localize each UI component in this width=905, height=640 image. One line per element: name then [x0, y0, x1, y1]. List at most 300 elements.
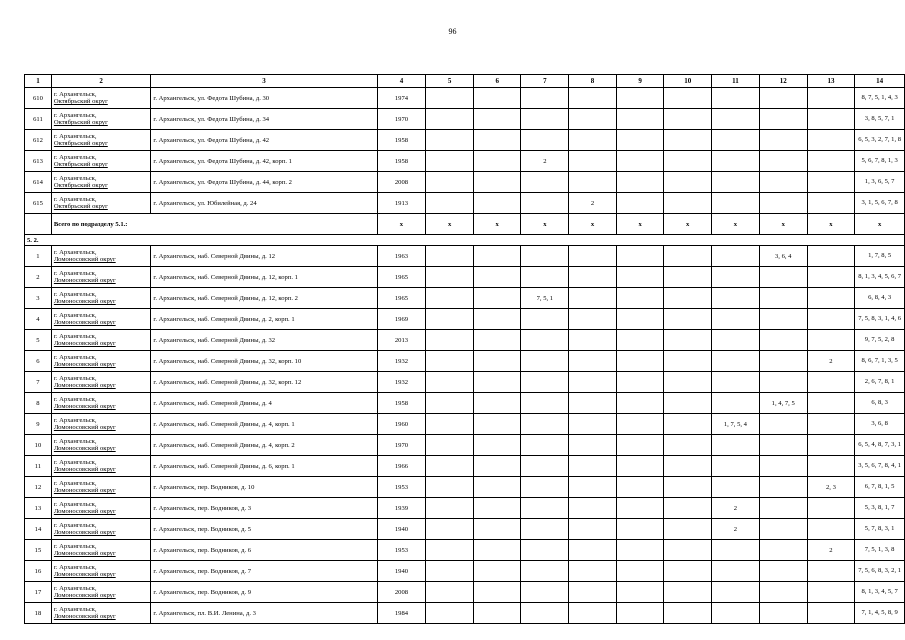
- empty-cell: [473, 456, 521, 477]
- empty-cell: [426, 246, 474, 267]
- district-cell: [51, 88, 150, 109]
- codes-cell: 3, 6, 8: [855, 414, 905, 435]
- district-cell: [51, 540, 150, 561]
- district-city: г. Архангельск,: [53, 438, 97, 445]
- empty-cell: [473, 393, 521, 414]
- value-cell: [807, 309, 855, 330]
- value-cell: [759, 88, 807, 109]
- table-row: [25, 130, 905, 151]
- row-number: 16: [25, 561, 52, 582]
- district-name: Ломоносовский округ: [53, 319, 116, 326]
- codes-cell: 8, 1, 3, 4, 5, 7: [855, 582, 905, 603]
- column-header: 9: [616, 75, 664, 88]
- column-header: 8: [569, 75, 617, 88]
- codes-cell: 3, 5, 6, 7, 8, 4, 1: [855, 456, 905, 477]
- district-name: Ломоносовский округ: [53, 529, 116, 536]
- address-cell: г. Архангельск, наб. Северной Двины, д. 12, корп. 1: [151, 267, 377, 288]
- district-city: г. Архангельск,: [53, 480, 97, 487]
- value-cell: [521, 330, 569, 351]
- value-cell: [759, 498, 807, 519]
- empty-cell: [616, 309, 664, 330]
- empty-cell: [473, 109, 521, 130]
- district-cell: [51, 603, 150, 624]
- value-cell: [759, 351, 807, 372]
- table-row: [25, 246, 905, 267]
- district-cell: [51, 498, 150, 519]
- district-city: г. Архангельск,: [53, 249, 97, 256]
- district-city: г. Архангельск,: [53, 333, 97, 340]
- empty-cell: [473, 540, 521, 561]
- empty-cell: [426, 435, 474, 456]
- value-cell: [759, 456, 807, 477]
- housing-table: [24, 74, 905, 624]
- year-cell: 1940: [377, 561, 426, 582]
- empty-cell: [616, 435, 664, 456]
- value-cell: 7, 5, 1: [521, 288, 569, 309]
- row-number: 2: [25, 267, 52, 288]
- total-x: х: [521, 214, 569, 235]
- empty-cell: [426, 561, 474, 582]
- district-cell: [51, 435, 150, 456]
- row-number: 612: [25, 130, 52, 151]
- value-cell: [759, 435, 807, 456]
- value-cell: [521, 435, 569, 456]
- district-name: Ломоносовский округ: [53, 445, 116, 452]
- district-cell: [51, 309, 150, 330]
- empty-cell: [426, 109, 474, 130]
- value-cell: [759, 540, 807, 561]
- value-cell: [759, 372, 807, 393]
- district-city: г. Архангельск,: [53, 112, 97, 119]
- empty-cell: [426, 88, 474, 109]
- column-header: 7: [521, 75, 569, 88]
- total-x: х: [616, 214, 664, 235]
- district-cell: [51, 519, 150, 540]
- codes-cell: 6, 7, 8, 1, 5: [855, 477, 905, 498]
- row-number: 614: [25, 172, 52, 193]
- value-cell: [521, 351, 569, 372]
- codes-cell: 5, 6, 7, 8, 1, 3: [855, 151, 905, 172]
- address-cell: г. Архангельск, ул. Федота Шубина, д. 44, корп. 2: [151, 172, 377, 193]
- district-name: Ломоносовский округ: [53, 382, 116, 389]
- row-number: 13: [25, 498, 52, 519]
- value-cell: [807, 561, 855, 582]
- empty-cell: [473, 582, 521, 603]
- empty-cell: [616, 372, 664, 393]
- empty-cell: [473, 172, 521, 193]
- value-cell: [807, 456, 855, 477]
- total-x: х: [377, 214, 426, 235]
- empty-cell: [616, 414, 664, 435]
- table-row: [25, 456, 905, 477]
- value-cell: [807, 172, 855, 193]
- empty-cell: [426, 498, 474, 519]
- address-cell: г. Архангельск, наб. Северной Двины, д. 2, корп. 1: [151, 309, 377, 330]
- address-cell: г. Архангельск, ул. Федота Шубина, д. 42: [151, 130, 377, 151]
- value-cell: [521, 88, 569, 109]
- district-name: Ломоносовский округ: [53, 256, 116, 263]
- value-cell: [569, 267, 617, 288]
- address-cell: г. Архангельск, наб. Северной Двины, д. 4, корп. 2: [151, 435, 377, 456]
- value-cell: [569, 456, 617, 477]
- district-city: г. Архангельск,: [53, 417, 97, 424]
- district-name: Ломоносовский округ: [53, 613, 116, 620]
- table-row: [25, 372, 905, 393]
- district-cell: [51, 456, 150, 477]
- empty-cell: [473, 435, 521, 456]
- address-cell: г. Архангельск, наб. Северной Двины, д. 12, корп. 2: [151, 288, 377, 309]
- empty-cell: [426, 351, 474, 372]
- empty-cell: [473, 561, 521, 582]
- address-cell: г. Архангельск, ул. Юбилейная, д. 24: [151, 193, 377, 214]
- district-name: Ломоносовский округ: [53, 592, 116, 599]
- address-cell: г. Архангельск, наб. Северной Двины, д. 32: [151, 330, 377, 351]
- table-row: [25, 351, 905, 372]
- value-cell: [569, 519, 617, 540]
- empty-cell: [426, 288, 474, 309]
- value-cell: [569, 88, 617, 109]
- empty-cell: [426, 414, 474, 435]
- district-city: г. Архангельск,: [53, 354, 97, 361]
- year-cell: 2008: [377, 582, 426, 603]
- value-cell: 1, 4, 7, 5: [759, 393, 807, 414]
- district-name: Ломоносовский округ: [53, 571, 116, 578]
- value-cell: [569, 393, 617, 414]
- empty-cell: [616, 172, 664, 193]
- value-cell: [759, 193, 807, 214]
- total-x: х: [855, 214, 905, 235]
- value-cell: [521, 393, 569, 414]
- value-cell: [807, 603, 855, 624]
- district-name: Ломоносовский округ: [53, 424, 116, 431]
- year-cell: 1913: [377, 193, 426, 214]
- empty-cell: [426, 130, 474, 151]
- empty-cell: [664, 151, 712, 172]
- codes-cell: 3, 1, 5, 6, 7, 8: [855, 193, 905, 214]
- empty-cell: [664, 193, 712, 214]
- codes-cell: 8, 1, 3, 4, 5, 6, 7: [855, 267, 905, 288]
- empty-cell: [616, 498, 664, 519]
- year-cell: 1932: [377, 351, 426, 372]
- empty-cell: [473, 477, 521, 498]
- district-city: г. Архангельск,: [53, 312, 97, 319]
- district-city: г. Архангельск,: [53, 564, 97, 571]
- district-city: г. Архангельск,: [53, 270, 97, 277]
- district-cell: [51, 582, 150, 603]
- column-header: 12: [759, 75, 807, 88]
- empty-cell: [664, 456, 712, 477]
- address-cell: г. Архангельск, наб. Северной Двины, д. 12: [151, 246, 377, 267]
- district-cell: [51, 561, 150, 582]
- row-number: 9: [25, 414, 52, 435]
- empty-cell: [426, 456, 474, 477]
- empty-cell: [473, 88, 521, 109]
- table-body: [25, 88, 905, 624]
- value-cell: [759, 172, 807, 193]
- empty-cell: [426, 540, 474, 561]
- empty-cell: [664, 267, 712, 288]
- district-cell: [51, 267, 150, 288]
- empty-cell: [473, 414, 521, 435]
- value-cell: [712, 288, 760, 309]
- table-row: [25, 561, 905, 582]
- address-cell: г. Архангельск, пл. В.И. Ленина, д. 3: [151, 603, 377, 624]
- district-name: Ломоносовский округ: [53, 298, 116, 305]
- address-cell: г. Архангельск, наб. Северной Двины, д. 4: [151, 393, 377, 414]
- empty-cell: [426, 193, 474, 214]
- year-cell: 2013: [377, 330, 426, 351]
- value-cell: [712, 582, 760, 603]
- district-cell: [51, 288, 150, 309]
- value-cell: [712, 130, 760, 151]
- table-row: [25, 414, 905, 435]
- value-cell: [759, 603, 807, 624]
- year-cell: 1960: [377, 414, 426, 435]
- district-name: Ломоносовский округ: [53, 550, 116, 557]
- codes-cell: 3, 8, 5, 7, 1: [855, 109, 905, 130]
- value-cell: [521, 172, 569, 193]
- codes-cell: 1, 7, 8, 5: [855, 246, 905, 267]
- empty-cell: [426, 519, 474, 540]
- district-city: г. Архангельск,: [53, 175, 97, 182]
- value-cell: 2: [807, 540, 855, 561]
- address-cell: г. Архангельск, пер. Водников, д. 5: [151, 519, 377, 540]
- value-cell: [521, 246, 569, 267]
- empty-cell: [616, 193, 664, 214]
- codes-cell: 6, 5, 3, 2, 7, 1, 8: [855, 130, 905, 151]
- value-cell: [807, 498, 855, 519]
- table-row: [25, 330, 905, 351]
- table-row: [25, 393, 905, 414]
- row-number: 7: [25, 372, 52, 393]
- empty-cell: [426, 309, 474, 330]
- empty-cell: [616, 540, 664, 561]
- year-cell: 1958: [377, 130, 426, 151]
- value-cell: [807, 393, 855, 414]
- value-cell: [521, 414, 569, 435]
- value-cell: [807, 330, 855, 351]
- value-cell: [759, 267, 807, 288]
- value-cell: [807, 88, 855, 109]
- value-cell: 2: [569, 193, 617, 214]
- district-cell: [51, 393, 150, 414]
- district-cell: [51, 109, 150, 130]
- empty-cell: [664, 372, 712, 393]
- empty-cell: [664, 88, 712, 109]
- page-number: 96: [448, 27, 457, 36]
- address-cell: г. Архангельск, пер. Водников, д. 6: [151, 540, 377, 561]
- empty-cell: [473, 351, 521, 372]
- value-cell: [759, 309, 807, 330]
- value-cell: [712, 109, 760, 130]
- table-row: [25, 193, 905, 214]
- value-cell: [569, 151, 617, 172]
- empty-cell: [616, 603, 664, 624]
- empty-cell: [426, 582, 474, 603]
- codes-cell: 6, 5, 4, 8, 7, 3, 1: [855, 435, 905, 456]
- column-header: 5: [426, 75, 474, 88]
- district-name: Ломоносовский округ: [53, 277, 116, 284]
- total-row: [25, 214, 905, 235]
- value-cell: [712, 435, 760, 456]
- table-row: [25, 519, 905, 540]
- district-city: г. Архангельск,: [53, 91, 97, 98]
- empty-cell: [473, 130, 521, 151]
- table-row: [25, 540, 905, 561]
- value-cell: [521, 193, 569, 214]
- value-cell: [569, 246, 617, 267]
- value-cell: [569, 288, 617, 309]
- year-cell: 1969: [377, 309, 426, 330]
- value-cell: [807, 151, 855, 172]
- district-city: г. Архангельск,: [53, 196, 97, 203]
- value-cell: [712, 393, 760, 414]
- address-cell: г. Архангельск, пер. Водников, д. 9: [151, 582, 377, 603]
- empty-cell: [664, 288, 712, 309]
- value-cell: [759, 582, 807, 603]
- row-number: 12: [25, 477, 52, 498]
- empty-cell: [664, 172, 712, 193]
- value-cell: [569, 498, 617, 519]
- value-cell: 2: [712, 498, 760, 519]
- row-number: 10: [25, 435, 52, 456]
- district-cell: [51, 372, 150, 393]
- value-cell: [712, 351, 760, 372]
- value-cell: [521, 519, 569, 540]
- column-header: 3: [151, 75, 377, 88]
- value-cell: [521, 109, 569, 130]
- district-cell: [51, 246, 150, 267]
- column-header: 10: [664, 75, 712, 88]
- total-x: х: [664, 214, 712, 235]
- district-cell: [51, 330, 150, 351]
- value-cell: [712, 603, 760, 624]
- value-cell: [712, 246, 760, 267]
- year-cell: 1958: [377, 151, 426, 172]
- codes-cell: 6, 8, 3: [855, 393, 905, 414]
- empty-cell: [664, 351, 712, 372]
- value-cell: [759, 151, 807, 172]
- value-cell: [521, 498, 569, 519]
- row-number: 14: [25, 519, 52, 540]
- district-name: Ломоносовский округ: [53, 487, 116, 494]
- table-row: [25, 498, 905, 519]
- district-cell: [51, 151, 150, 172]
- codes-cell: 2, 6, 7, 8, 1: [855, 372, 905, 393]
- district-cell: [51, 351, 150, 372]
- column-header: 2: [51, 75, 150, 88]
- year-cell: 1958: [377, 393, 426, 414]
- row-number: 5: [25, 330, 52, 351]
- year-cell: 1932: [377, 372, 426, 393]
- value-cell: [569, 477, 617, 498]
- empty-cell: [664, 130, 712, 151]
- value-cell: [569, 435, 617, 456]
- empty-cell: [664, 109, 712, 130]
- address-cell: г. Архангельск, наб. Северной Двины, д. 4, корп. 1: [151, 414, 377, 435]
- district-city: г. Архангельск,: [53, 375, 97, 382]
- empty-cell: [616, 246, 664, 267]
- address-cell: г. Архангельск, наб. Северной Двины, д. 32, корп. 12: [151, 372, 377, 393]
- year-cell: 1939: [377, 498, 426, 519]
- value-cell: [759, 130, 807, 151]
- address-cell: г. Архангельск, пер. Водников, д. 3: [151, 498, 377, 519]
- table-row: [25, 477, 905, 498]
- empty-cell: [616, 456, 664, 477]
- address-cell: г. Архангельск, пер. Водников, д. 7: [151, 561, 377, 582]
- total-x: х: [426, 214, 474, 235]
- district-cell: [51, 172, 150, 193]
- value-cell: [807, 435, 855, 456]
- codes-cell: 7, 5, 1, 3, 8: [855, 540, 905, 561]
- value-cell: [759, 288, 807, 309]
- district-name: Октябрьский округ: [53, 98, 108, 105]
- value-cell: [759, 330, 807, 351]
- empty-cell: [426, 267, 474, 288]
- table-row: [25, 288, 905, 309]
- row-number: 18: [25, 603, 52, 624]
- table-row: [25, 172, 905, 193]
- district-city: г. Архангельск,: [53, 501, 97, 508]
- value-cell: [712, 267, 760, 288]
- codes-cell: 9, 7, 5, 2, 8: [855, 330, 905, 351]
- value-cell: 2: [807, 351, 855, 372]
- district-cell: [51, 193, 150, 214]
- value-cell: [759, 561, 807, 582]
- empty-cell: [473, 519, 521, 540]
- value-cell: [569, 540, 617, 561]
- column-header: 13: [807, 75, 855, 88]
- address-cell: г. Архангельск, пер. Водников, д. 10: [151, 477, 377, 498]
- total-x: х: [807, 214, 855, 235]
- district-name: Ломоносовский округ: [53, 466, 116, 473]
- codes-cell: 5, 7, 8, 3, 1: [855, 519, 905, 540]
- year-cell: 1963: [377, 246, 426, 267]
- value-cell: [569, 309, 617, 330]
- table-row: [25, 435, 905, 456]
- value-cell: [759, 414, 807, 435]
- value-cell: [712, 477, 760, 498]
- empty-cell: [664, 519, 712, 540]
- value-cell: [807, 130, 855, 151]
- table-row: [25, 267, 905, 288]
- year-cell: 1974: [377, 88, 426, 109]
- row-number: 610: [25, 88, 52, 109]
- district-name: Ломоносовский округ: [53, 340, 116, 347]
- empty-cell: [473, 193, 521, 214]
- value-cell: [521, 603, 569, 624]
- empty-cell: [616, 109, 664, 130]
- empty-cell: [426, 330, 474, 351]
- year-cell: 1966: [377, 456, 426, 477]
- value-cell: [712, 540, 760, 561]
- empty-cell: [664, 435, 712, 456]
- codes-cell: 8, 6, 7, 1, 3, 5: [855, 351, 905, 372]
- empty-cell: [664, 309, 712, 330]
- year-cell: 1965: [377, 288, 426, 309]
- row-number: 8: [25, 393, 52, 414]
- codes-cell: 6, 8, 4, 3: [855, 288, 905, 309]
- district-name: Октябрьский округ: [53, 119, 108, 126]
- empty-cell: [473, 246, 521, 267]
- district-name: Ломоносовский округ: [53, 361, 116, 368]
- empty-cell: [616, 330, 664, 351]
- district-name: Октябрьский округ: [53, 203, 108, 210]
- column-header: 6: [473, 75, 521, 88]
- column-header: 11: [712, 75, 760, 88]
- value-cell: [569, 372, 617, 393]
- empty-cell: [473, 288, 521, 309]
